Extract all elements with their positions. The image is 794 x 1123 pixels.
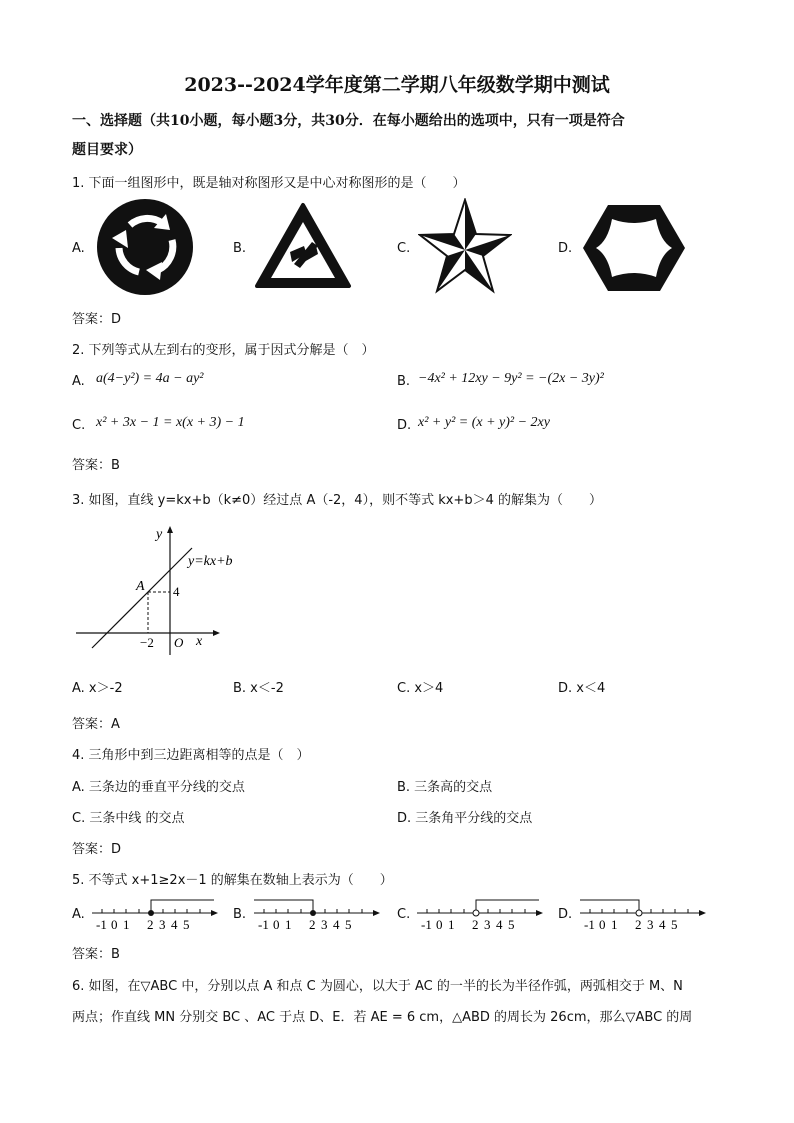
q5-number-line-c — [415, 893, 545, 937]
tick-label: 5 — [183, 917, 190, 932]
q4-stem: 4. 三角形中到三边距离相等的点是（ ） — [72, 748, 310, 763]
q2-option-b-label: B. — [397, 374, 411, 389]
q3-y-tick-label: 4 — [173, 584, 180, 599]
page-title: 2023--2024学年度第二学期八年级数学期中测试 — [184, 74, 610, 96]
q4-option-b: B. 三条高的交点 — [397, 780, 493, 795]
tick-label: -1 — [258, 917, 269, 932]
tick-label: -1 — [584, 917, 595, 932]
tick-label: 3 — [159, 917, 166, 932]
q5-number-line-d — [578, 893, 708, 937]
tick-label: 4 — [333, 917, 340, 932]
tick-label: 0 — [436, 917, 443, 932]
q3-origin-label: O — [174, 635, 184, 650]
q4-option-d: D. 三条角平分线的交点 — [397, 811, 533, 826]
q2-option-c-expr: x² + 3x − 1 = x(x + 3) − 1 — [96, 415, 245, 430]
tick-label: 0 — [273, 917, 280, 932]
q2-option-a-expr: a(4−y²) = 4a − ay² — [96, 371, 204, 386]
tick-label: 2 — [635, 917, 642, 932]
tick-label: 1 — [285, 917, 292, 932]
tick-label: 0 — [599, 917, 606, 932]
q6-line2: 两点；作直线 MN 分别交 BC 、AC 于点 D、E．若 AE = 6 cm，△ABD 的周长为 26cm，那么▽ABC 的周 — [72, 1010, 693, 1025]
tick-label: 5 — [671, 917, 678, 932]
q1-option-a-label: A. — [72, 241, 85, 256]
q2-answer: 答案：B — [72, 458, 120, 473]
q2-option-c-label: C. — [72, 418, 86, 433]
q1-option-b-label: B. — [233, 241, 247, 256]
q3-option-b: B. x＜-2 — [233, 681, 284, 696]
q3-line-label: y=kx+b — [188, 554, 233, 569]
q3-option-a: A. x＞-2 — [72, 681, 123, 696]
tick-label: 4 — [496, 917, 503, 932]
q3-point-label: A — [136, 579, 145, 594]
q5-option-b-label: B. — [233, 907, 247, 922]
roundabout-sign-icon — [96, 198, 194, 300]
q6-line1: 6. 如图，在▽ABC 中，分别以点 A 和点 C 为圆心，以大于 AC 的一半的长为半径作弧，两弧相交于 M、N — [72, 979, 683, 994]
tick-label: 0 — [111, 917, 118, 932]
q4-option-c: C. 三条中线 的交点 — [72, 811, 185, 826]
q1-option-d-label: D. — [558, 241, 573, 256]
tick-label: 5 — [508, 917, 515, 932]
tick-label: 2 — [147, 917, 154, 932]
tick-label: 4 — [659, 917, 666, 932]
tick-label: 1 — [448, 917, 455, 932]
tick-label: 3 — [647, 917, 654, 932]
q3-x-axis-label: x — [196, 634, 203, 649]
tick-label: 5 — [345, 917, 352, 932]
q5-number-line-b — [252, 893, 382, 937]
q5-option-d-label: D. — [558, 907, 573, 922]
q4-option-a: A. 三条边的垂直平分线的交点 — [72, 780, 245, 795]
tick-label: 2 — [309, 917, 316, 932]
q1-answer: 答案：D — [72, 312, 122, 327]
tick-label: 2 — [472, 917, 479, 932]
tick-label: 4 — [171, 917, 178, 932]
tick-label: -1 — [96, 917, 107, 932]
q5-option-a-label: A. — [72, 907, 85, 922]
q3-answer: 答案：A — [72, 717, 120, 732]
tick-label: 1 — [611, 917, 618, 932]
q3-stem: 3. 如图，直线 y=kx+b（k≠0）经过点 A（-2，4），则不等式 kx+b＞4 的解集为（ ） — [72, 493, 602, 508]
tick-label: -1 — [421, 917, 432, 932]
q2-option-b-expr: −4x² + 12xy − 9y² = −(2x − 3y)² — [418, 371, 604, 386]
q3-option-d: D. x＜4 — [558, 681, 606, 696]
tick-label: 3 — [484, 917, 491, 932]
q3-y-axis-label: y — [156, 527, 163, 542]
q1-stem: 1. 下面一组图形中，既是轴对称图形又是中心对称图形的是（ ） — [72, 176, 466, 191]
section-heading-line2: 题目要求） — [72, 142, 142, 158]
q5-option-c-label: C. — [397, 907, 411, 922]
q5-answer: 答案：B — [72, 947, 120, 962]
q1-option-c-label: C. — [397, 241, 411, 256]
q2-option-d-expr: x² + y² = (x + y)² − 2xy — [418, 415, 550, 430]
star-icon — [418, 198, 512, 302]
hexagon-ring-icon — [582, 203, 686, 297]
section-heading-line1: 一、选择题（共10小题，每小题3分，共30分．在每小题给出的选项中，只有一项是符合 — [72, 113, 625, 129]
q3-graph — [70, 518, 250, 662]
q3-option-c: C. x＞4 — [397, 681, 444, 696]
q2-option-a-label: A. — [72, 374, 85, 389]
q4-answer: 答案：D — [72, 842, 122, 857]
q2-option-d-label: D. — [397, 418, 412, 433]
q5-number-line-a — [90, 893, 220, 937]
warning-triangle-sign-icon — [254, 202, 352, 294]
q2-stem: 2. 下列等式从左到右的变形，属于因式分解是（ ） — [72, 343, 375, 358]
tick-label: 1 — [123, 917, 130, 932]
q3-x-tick-label: −2 — [140, 635, 154, 650]
q5-stem: 5. 不等式 x+1≥2x－1 的解集在数轴上表示为（ ） — [72, 873, 393, 888]
tick-label: 3 — [321, 917, 328, 932]
